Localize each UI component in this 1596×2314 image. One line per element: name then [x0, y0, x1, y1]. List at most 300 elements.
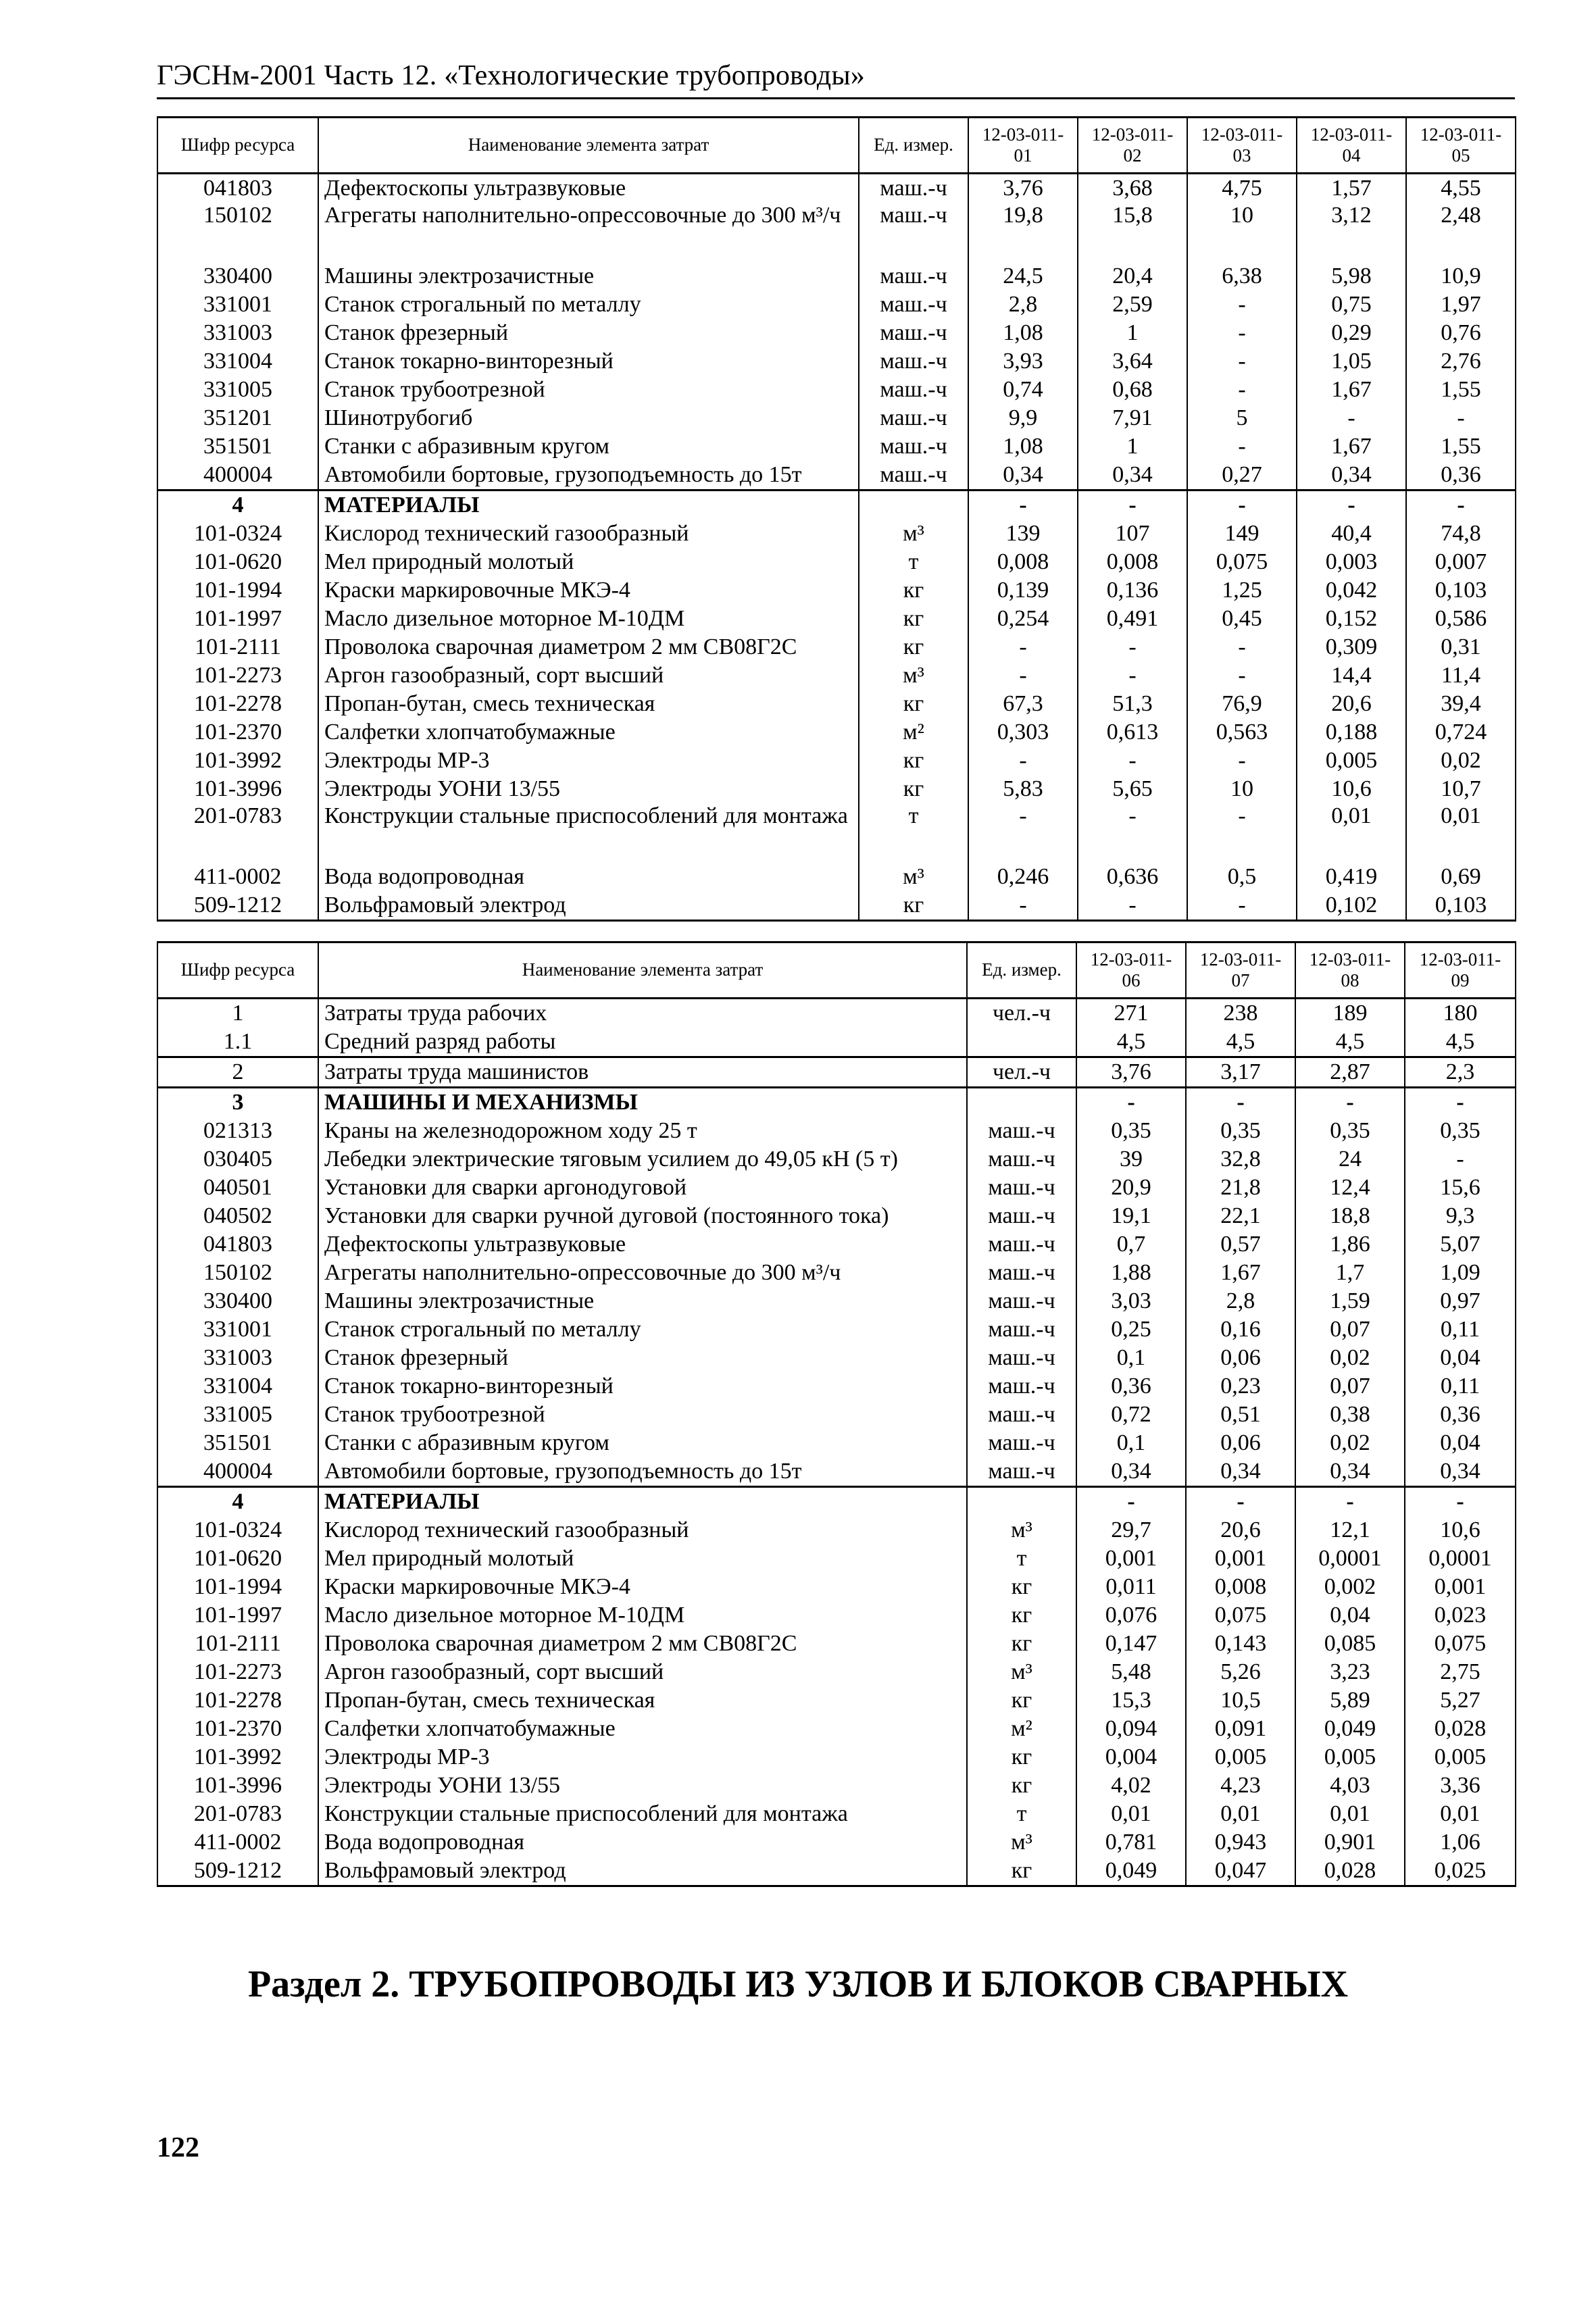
value-cell: - — [1187, 633, 1297, 661]
value-cell: 0,57 — [1186, 1230, 1295, 1259]
resource-code-cell: 040502 — [157, 1202, 318, 1230]
resource-code-cell: 101-1994 — [157, 576, 318, 605]
resource-code-cell: 101-2278 — [157, 1686, 318, 1715]
resource-name-cell: Аргон газообразный, сорт высший — [318, 661, 859, 690]
unit-cell: м² — [859, 718, 968, 747]
column-header: Наименование элемента затрат — [318, 942, 967, 999]
table-row — [157, 1457, 1516, 1487]
value-cell: 0,008 — [1078, 548, 1187, 576]
value-cell: 0,076 — [1076, 1601, 1186, 1630]
value-cell: - — [1187, 291, 1297, 319]
unit-cell: кг — [967, 1743, 1076, 1771]
value-cell: 4,55 — [1406, 174, 1516, 203]
resource-name-cell: Машины электрозачистные — [318, 262, 859, 291]
value-cell: 0,075 — [1405, 1630, 1516, 1658]
column-header: 12-03-011-04 — [1297, 118, 1406, 174]
value-cell: 10,6 — [1405, 1516, 1516, 1544]
column-header: Ед. измер. — [859, 118, 968, 174]
table-row — [157, 319, 1516, 347]
unit-cell: маш.-ч — [967, 1344, 1076, 1372]
resource-code-cell: 041803 — [157, 174, 318, 203]
value-cell: 0,0001 — [1405, 1544, 1516, 1573]
value-cell: - — [1078, 491, 1187, 520]
resource-name-cell: Масло дизельное моторное М-10ДМ — [318, 605, 859, 633]
table-header-row — [157, 118, 1516, 174]
resource-code-cell: 331001 — [157, 1315, 318, 1344]
value-cell: - — [968, 491, 1078, 520]
resource-name-cell: Дефектоскопы ультразвуковые — [318, 1230, 967, 1259]
resource-name-cell: Средний разряд работы — [318, 1028, 967, 1057]
table-row — [157, 1658, 1516, 1686]
resource-code-cell: 101-3996 — [157, 1771, 318, 1800]
value-cell: 1,55 — [1406, 376, 1516, 404]
table-row — [157, 1715, 1516, 1743]
value-cell: - — [1187, 803, 1297, 863]
resource-name-cell: Автомобили бортовые, грузоподъемность до 15т — [318, 1457, 967, 1487]
value-cell: 1,57 — [1297, 174, 1406, 203]
column-header: 12-03-011-08 — [1295, 942, 1405, 999]
value-cell: 5,27 — [1405, 1686, 1516, 1715]
table-row — [157, 605, 1516, 633]
value-cell: 0,23 — [1186, 1372, 1295, 1401]
table-row — [157, 1088, 1516, 1117]
value-cell: 20,4 — [1078, 262, 1187, 291]
table-row — [157, 1828, 1516, 1857]
value-cell: 4,75 — [1187, 174, 1297, 203]
resource-code-cell: 101-2111 — [157, 1630, 318, 1658]
value-cell: 1,59 — [1295, 1287, 1405, 1315]
value-cell: - — [1405, 1145, 1516, 1174]
table-row — [157, 1857, 1516, 1886]
resource-name-cell: Агрегаты наполнительно-опрессовочные до 300 м³/ч — [318, 203, 859, 262]
unit-cell: маш.-ч — [859, 404, 968, 432]
value-cell: 0,011 — [1076, 1573, 1186, 1601]
resource-name-cell: Станок трубоотрезной — [318, 1401, 967, 1429]
table-row — [157, 1028, 1516, 1057]
value-cell: 0,005 — [1405, 1743, 1516, 1771]
resource-name-cell: Вода водопроводная — [318, 1828, 967, 1857]
value-cell: 0,613 — [1078, 718, 1187, 747]
value-cell: 0,003 — [1297, 548, 1406, 576]
value-cell: 3,93 — [968, 347, 1078, 376]
value-cell: 0,008 — [1186, 1573, 1295, 1601]
resource-name-cell: Мел природный молотый — [318, 548, 859, 576]
resource-name-cell: Мел природный молотый — [318, 1544, 967, 1573]
unit-cell: маш.-ч — [967, 1145, 1076, 1174]
resource-code-cell: 101-3992 — [157, 747, 318, 775]
resource-name-cell: Затраты труда машинистов — [318, 1057, 967, 1088]
resource-code-cell: 101-2273 — [157, 661, 318, 690]
unit-cell: маш.-ч — [967, 1117, 1076, 1145]
value-cell: 10 — [1187, 775, 1297, 803]
value-cell: 0,29 — [1297, 319, 1406, 347]
value-cell: 0,04 — [1405, 1344, 1516, 1372]
column-header: Шифр ресурса — [157, 118, 318, 174]
value-cell: 4,5 — [1295, 1028, 1405, 1057]
value-cell: 2,87 — [1295, 1057, 1405, 1088]
value-cell: 3,03 — [1076, 1287, 1186, 1315]
value-cell: 22,1 — [1186, 1202, 1295, 1230]
value-cell: 0,001 — [1076, 1544, 1186, 1573]
value-cell: 1,86 — [1295, 1230, 1405, 1259]
value-cell: - — [968, 803, 1078, 863]
value-cell: 1,67 — [1297, 376, 1406, 404]
value-cell: 2,76 — [1406, 347, 1516, 376]
table-row — [157, 1516, 1516, 1544]
value-cell: 0,049 — [1295, 1715, 1405, 1743]
value-cell: 0,094 — [1076, 1715, 1186, 1743]
section-title: Раздел 2. ТРУБОПРОВОДЫ ИЗ УЗЛОВ И БЛОКОВ СВАРНЫХ — [247, 1963, 1349, 2005]
unit-cell: маш.-ч — [859, 376, 968, 404]
value-cell: 14,4 — [1297, 661, 1406, 690]
resource-name-cell: МАШИНЫ И МЕХАНИЗМЫ — [318, 1088, 967, 1117]
resource-name-cell: Электроды МР-3 — [318, 1743, 967, 1771]
table-row — [157, 999, 1516, 1028]
table-row — [157, 1601, 1516, 1630]
resource-name-cell: Вода водопроводная — [318, 863, 859, 891]
unit-cell: маш.-ч — [859, 319, 968, 347]
column-header: 12-03-011-05 — [1406, 118, 1516, 174]
resource-name-cell: Станок фрезерный — [318, 319, 859, 347]
value-cell: 10,7 — [1406, 775, 1516, 803]
value-cell: - — [1078, 747, 1187, 775]
value-cell: 2,59 — [1078, 291, 1187, 319]
resource-code-cell: 101-3996 — [157, 775, 318, 803]
value-cell: - — [1076, 1487, 1186, 1517]
value-cell: 0,001 — [1186, 1544, 1295, 1573]
value-cell: 0,34 — [968, 461, 1078, 491]
value-cell: 10,6 — [1297, 775, 1406, 803]
value-cell: 0,001 — [1405, 1573, 1516, 1601]
table-row — [157, 1372, 1516, 1401]
value-cell: 10,9 — [1406, 262, 1516, 291]
value-cell: 0,35 — [1186, 1117, 1295, 1145]
value-cell: 0,75 — [1297, 291, 1406, 319]
value-cell: 15,6 — [1405, 1174, 1516, 1202]
value-cell: 0,35 — [1076, 1117, 1186, 1145]
value-cell: 0,152 — [1297, 605, 1406, 633]
table-row — [157, 262, 1516, 291]
unit-cell: т — [859, 548, 968, 576]
table-row — [157, 1344, 1516, 1372]
value-cell: - — [968, 891, 1078, 921]
unit-cell: маш.-ч — [967, 1174, 1076, 1202]
value-cell: 1,08 — [968, 319, 1078, 347]
value-cell: 4,02 — [1076, 1771, 1186, 1800]
unit-cell: маш.-ч — [859, 432, 968, 461]
value-cell: - — [1295, 1088, 1405, 1117]
value-cell: 0,34 — [1076, 1457, 1186, 1487]
value-cell: 0,07 — [1295, 1372, 1405, 1401]
resource-name-cell: Краски маркировочные МКЭ-4 — [318, 1573, 967, 1601]
value-cell: 0,69 — [1406, 863, 1516, 891]
value-cell: 0,724 — [1406, 718, 1516, 747]
value-cell: 2,3 — [1405, 1057, 1516, 1088]
resource-name-cell: МАТЕРИАЛЫ — [318, 1487, 967, 1517]
resource-code-cell: 331005 — [157, 376, 318, 404]
value-cell: 1,67 — [1297, 432, 1406, 461]
value-cell: 149 — [1187, 520, 1297, 548]
value-cell: - — [1187, 347, 1297, 376]
resource-name-cell: Пропан-бутан, смесь техническая — [318, 1686, 967, 1715]
unit-cell: м³ — [967, 1828, 1076, 1857]
unit-cell: м³ — [859, 863, 968, 891]
value-cell: 0,075 — [1186, 1601, 1295, 1630]
resource-code-cell: 101-0324 — [157, 1516, 318, 1544]
value-cell: - — [1186, 1088, 1295, 1117]
table-row — [157, 461, 1516, 491]
unit-cell: кг — [967, 1686, 1076, 1715]
resource-code-cell: 4 — [157, 1487, 318, 1517]
value-cell: 0,781 — [1076, 1828, 1186, 1857]
unit-cell: кг — [859, 605, 968, 633]
table-row — [157, 661, 1516, 690]
table-row — [157, 1743, 1516, 1771]
value-cell: 0,34 — [1295, 1457, 1405, 1487]
value-cell: 0,943 — [1186, 1828, 1295, 1857]
value-cell: 0,74 — [968, 376, 1078, 404]
value-cell: 15,3 — [1076, 1686, 1186, 1715]
column-header: 12-03-011-07 — [1186, 942, 1295, 999]
unit-cell: т — [967, 1544, 1076, 1573]
resource-code-cell: 101-0620 — [157, 1544, 318, 1573]
value-cell: 0,01 — [1406, 803, 1516, 863]
value-cell: 1 — [1078, 319, 1187, 347]
value-cell: 0,028 — [1295, 1857, 1405, 1886]
resource-code-cell: 150102 — [157, 203, 318, 262]
table-row — [157, 347, 1516, 376]
value-cell: 4,5 — [1186, 1028, 1295, 1057]
value-cell: 1,67 — [1186, 1259, 1295, 1287]
value-cell: 11,4 — [1406, 661, 1516, 690]
resource-code-cell: 411-0002 — [157, 863, 318, 891]
resource-table-1 — [157, 116, 1516, 922]
unit-cell: кг — [967, 1857, 1076, 1886]
table-row — [157, 1544, 1516, 1573]
value-cell: 0,01 — [1186, 1800, 1295, 1828]
resource-name-cell: Установки для сварки ручной дуговой (постоянного тока) — [318, 1202, 967, 1230]
value-cell: 3,12 — [1297, 203, 1406, 262]
value-cell: 0,01 — [1405, 1800, 1516, 1828]
resource-name-cell: Станок строгальный по металлу — [318, 291, 859, 319]
value-cell: - — [1186, 1487, 1295, 1517]
resource-code-cell: 400004 — [157, 1457, 318, 1487]
resource-name-cell: Лебедки электрические тяговым усилием до 49,05 кН (5 т) — [318, 1145, 967, 1174]
value-cell: 1,7 — [1295, 1259, 1405, 1287]
value-cell: 1,05 — [1297, 347, 1406, 376]
column-header: Наименование элемента затрат — [318, 118, 859, 174]
value-cell: 0,007 — [1406, 548, 1516, 576]
value-cell: 0,049 — [1076, 1857, 1186, 1886]
unit-cell: маш.-ч — [967, 1287, 1076, 1315]
resource-name-cell: Агрегаты наполнительно-опрессовочные до 300 м³/ч — [318, 1259, 967, 1287]
value-cell: 0,023 — [1405, 1601, 1516, 1630]
unit-cell: кг — [859, 747, 968, 775]
value-cell: 0,901 — [1295, 1828, 1405, 1857]
resource-name-cell: Станок токарно-винторезный — [318, 347, 859, 376]
value-cell: 0,06 — [1186, 1429, 1295, 1457]
value-cell: 0,188 — [1297, 718, 1406, 747]
unit-cell: маш.-ч — [967, 1429, 1076, 1457]
value-cell: 1,08 — [968, 432, 1078, 461]
value-cell: 0,01 — [1295, 1800, 1405, 1828]
resource-name-cell: Проволока сварочная диаметром 2 мм СВ08Г2С — [318, 1630, 967, 1658]
value-cell: 19,1 — [1076, 1202, 1186, 1230]
value-cell: 0,35 — [1405, 1117, 1516, 1145]
unit-cell: м² — [967, 1715, 1076, 1743]
resource-name-cell: Станок строгальный по металлу — [318, 1315, 967, 1344]
value-cell: 180 — [1405, 999, 1516, 1028]
resource-code-cell: 041803 — [157, 1230, 318, 1259]
value-cell: 20,6 — [1186, 1516, 1295, 1544]
value-cell: 0,103 — [1406, 891, 1516, 921]
value-cell: 74,8 — [1406, 520, 1516, 548]
resource-code-cell: 4 — [157, 491, 318, 520]
table-row — [157, 690, 1516, 718]
value-cell: 0,38 — [1295, 1401, 1405, 1429]
value-cell: - — [1187, 376, 1297, 404]
value-cell: 0,68 — [1078, 376, 1187, 404]
value-cell: 5,98 — [1297, 262, 1406, 291]
resource-table-2 — [157, 941, 1516, 1887]
resource-name-cell: Краны на железнодорожном ходу 25 т — [318, 1117, 967, 1145]
resource-code-cell: 101-1994 — [157, 1573, 318, 1601]
resource-name-cell: Станок токарно-винторезный — [318, 1372, 967, 1401]
unit-cell: кг — [859, 633, 968, 661]
table-row — [157, 203, 1516, 262]
value-cell: 5,07 — [1405, 1230, 1516, 1259]
unit-cell: маш.-ч — [859, 461, 968, 491]
resource-name-cell: Проволока сварочная диаметром 2 мм СВ08Г2С — [318, 633, 859, 661]
resource-code-cell: 331003 — [157, 1344, 318, 1372]
table-row — [157, 633, 1516, 661]
value-cell: - — [1078, 803, 1187, 863]
resource-code-cell: 101-2370 — [157, 1715, 318, 1743]
value-cell: 0,5 — [1187, 863, 1297, 891]
table-row — [157, 1771, 1516, 1800]
resource-name-cell: Станки с абразивным кругом — [318, 432, 859, 461]
unit-cell: маш.-ч — [859, 262, 968, 291]
value-cell: 0,97 — [1405, 1287, 1516, 1315]
value-cell: 0,72 — [1076, 1401, 1186, 1429]
unit-cell: м³ — [859, 661, 968, 690]
value-cell: 39,4 — [1406, 690, 1516, 718]
value-cell: 0,636 — [1078, 863, 1187, 891]
unit-cell: кг — [967, 1573, 1076, 1601]
resource-code-cell: 101-0620 — [157, 548, 318, 576]
resource-name-cell: Вольфрамовый электрод — [318, 891, 859, 921]
value-cell: 0,085 — [1295, 1630, 1405, 1658]
resource-code-cell: 101-1997 — [157, 605, 318, 633]
resource-code-cell: 331005 — [157, 1401, 318, 1429]
value-cell: 0,51 — [1186, 1401, 1295, 1429]
table-row — [157, 376, 1516, 404]
value-cell: 32,8 — [1186, 1145, 1295, 1174]
resource-code-cell: 331004 — [157, 1372, 318, 1401]
resource-name-cell: Шинотрубогиб — [318, 404, 859, 432]
resource-name-cell: Вольфрамовый электрод — [318, 1857, 967, 1886]
resource-name-cell: Электроды УОНИ 13/55 — [318, 1771, 967, 1800]
table-row — [157, 1315, 1516, 1344]
value-cell: 0,491 — [1078, 605, 1187, 633]
resource-code-cell: 3 — [157, 1088, 318, 1117]
resource-code-cell: 030405 — [157, 1145, 318, 1174]
value-cell: 5,48 — [1076, 1658, 1186, 1686]
unit-cell — [967, 1487, 1076, 1517]
value-cell: 39 — [1076, 1145, 1186, 1174]
table-row — [157, 1287, 1516, 1315]
resource-name-cell: Станок трубоотрезной — [318, 376, 859, 404]
unit-cell: маш.-ч — [967, 1259, 1076, 1287]
column-header: 12-03-011-03 — [1187, 118, 1297, 174]
value-cell: 4,03 — [1295, 1771, 1405, 1800]
value-cell: 19,8 — [968, 203, 1078, 262]
resource-code-cell: 101-2273 — [157, 1658, 318, 1686]
resource-code-cell: 331003 — [157, 319, 318, 347]
value-cell: 6,38 — [1187, 262, 1297, 291]
resource-code-cell: 351501 — [157, 432, 318, 461]
value-cell: - — [1295, 1487, 1405, 1517]
value-cell: - — [1406, 491, 1516, 520]
value-cell: 40,4 — [1297, 520, 1406, 548]
value-cell: - — [1187, 491, 1297, 520]
table-row — [157, 1202, 1516, 1230]
value-cell: 0,309 — [1297, 633, 1406, 661]
resource-name-cell: МАТЕРИАЛЫ — [318, 491, 859, 520]
table-row — [157, 1487, 1516, 1517]
value-cell: - — [1297, 491, 1406, 520]
unit-cell — [967, 1088, 1076, 1117]
table-row — [157, 1800, 1516, 1828]
unit-cell: кг — [967, 1771, 1076, 1800]
value-cell: 0,36 — [1405, 1401, 1516, 1429]
unit-cell: кг — [967, 1601, 1076, 1630]
value-cell: 3,64 — [1078, 347, 1187, 376]
value-cell: 1,09 — [1405, 1259, 1516, 1287]
resource-code-cell: 101-3992 — [157, 1743, 318, 1771]
value-cell: 3,76 — [968, 174, 1078, 203]
resource-name-cell: Конструкции стальные приспособлений для монтажа — [318, 803, 859, 863]
value-cell: - — [1405, 1487, 1516, 1517]
value-cell: 0,34 — [1405, 1457, 1516, 1487]
resource-name-cell: Станки с абразивным кругом — [318, 1429, 967, 1457]
value-cell: 0,028 — [1405, 1715, 1516, 1743]
value-cell: 0,147 — [1076, 1630, 1186, 1658]
value-cell: 0,04 — [1295, 1601, 1405, 1630]
table-row — [157, 432, 1516, 461]
resource-code-cell: 2 — [157, 1057, 318, 1088]
column-header: 12-03-011-06 — [1076, 942, 1186, 999]
page-number: 122 — [157, 2132, 199, 2163]
value-cell: 0,005 — [1186, 1743, 1295, 1771]
value-cell: 0,254 — [968, 605, 1078, 633]
resource-name-cell: Кислород технический газообразный — [318, 1516, 967, 1544]
unit-cell: м³ — [967, 1658, 1076, 1686]
unit-cell: кг — [967, 1630, 1076, 1658]
table-row — [157, 1057, 1516, 1088]
table-row — [157, 891, 1516, 921]
value-cell: 0,047 — [1186, 1857, 1295, 1886]
resource-name-cell: Краски маркировочные МКЭ-4 — [318, 576, 859, 605]
value-cell: - — [1406, 404, 1516, 432]
value-cell: - — [1187, 432, 1297, 461]
resource-code-cell: 351201 — [157, 404, 318, 432]
value-cell: 0,1 — [1076, 1429, 1186, 1457]
value-cell: 0,075 — [1187, 548, 1297, 576]
unit-cell: кг — [859, 576, 968, 605]
resource-code-cell: 509-1212 — [157, 891, 318, 921]
unit-cell — [859, 491, 968, 520]
